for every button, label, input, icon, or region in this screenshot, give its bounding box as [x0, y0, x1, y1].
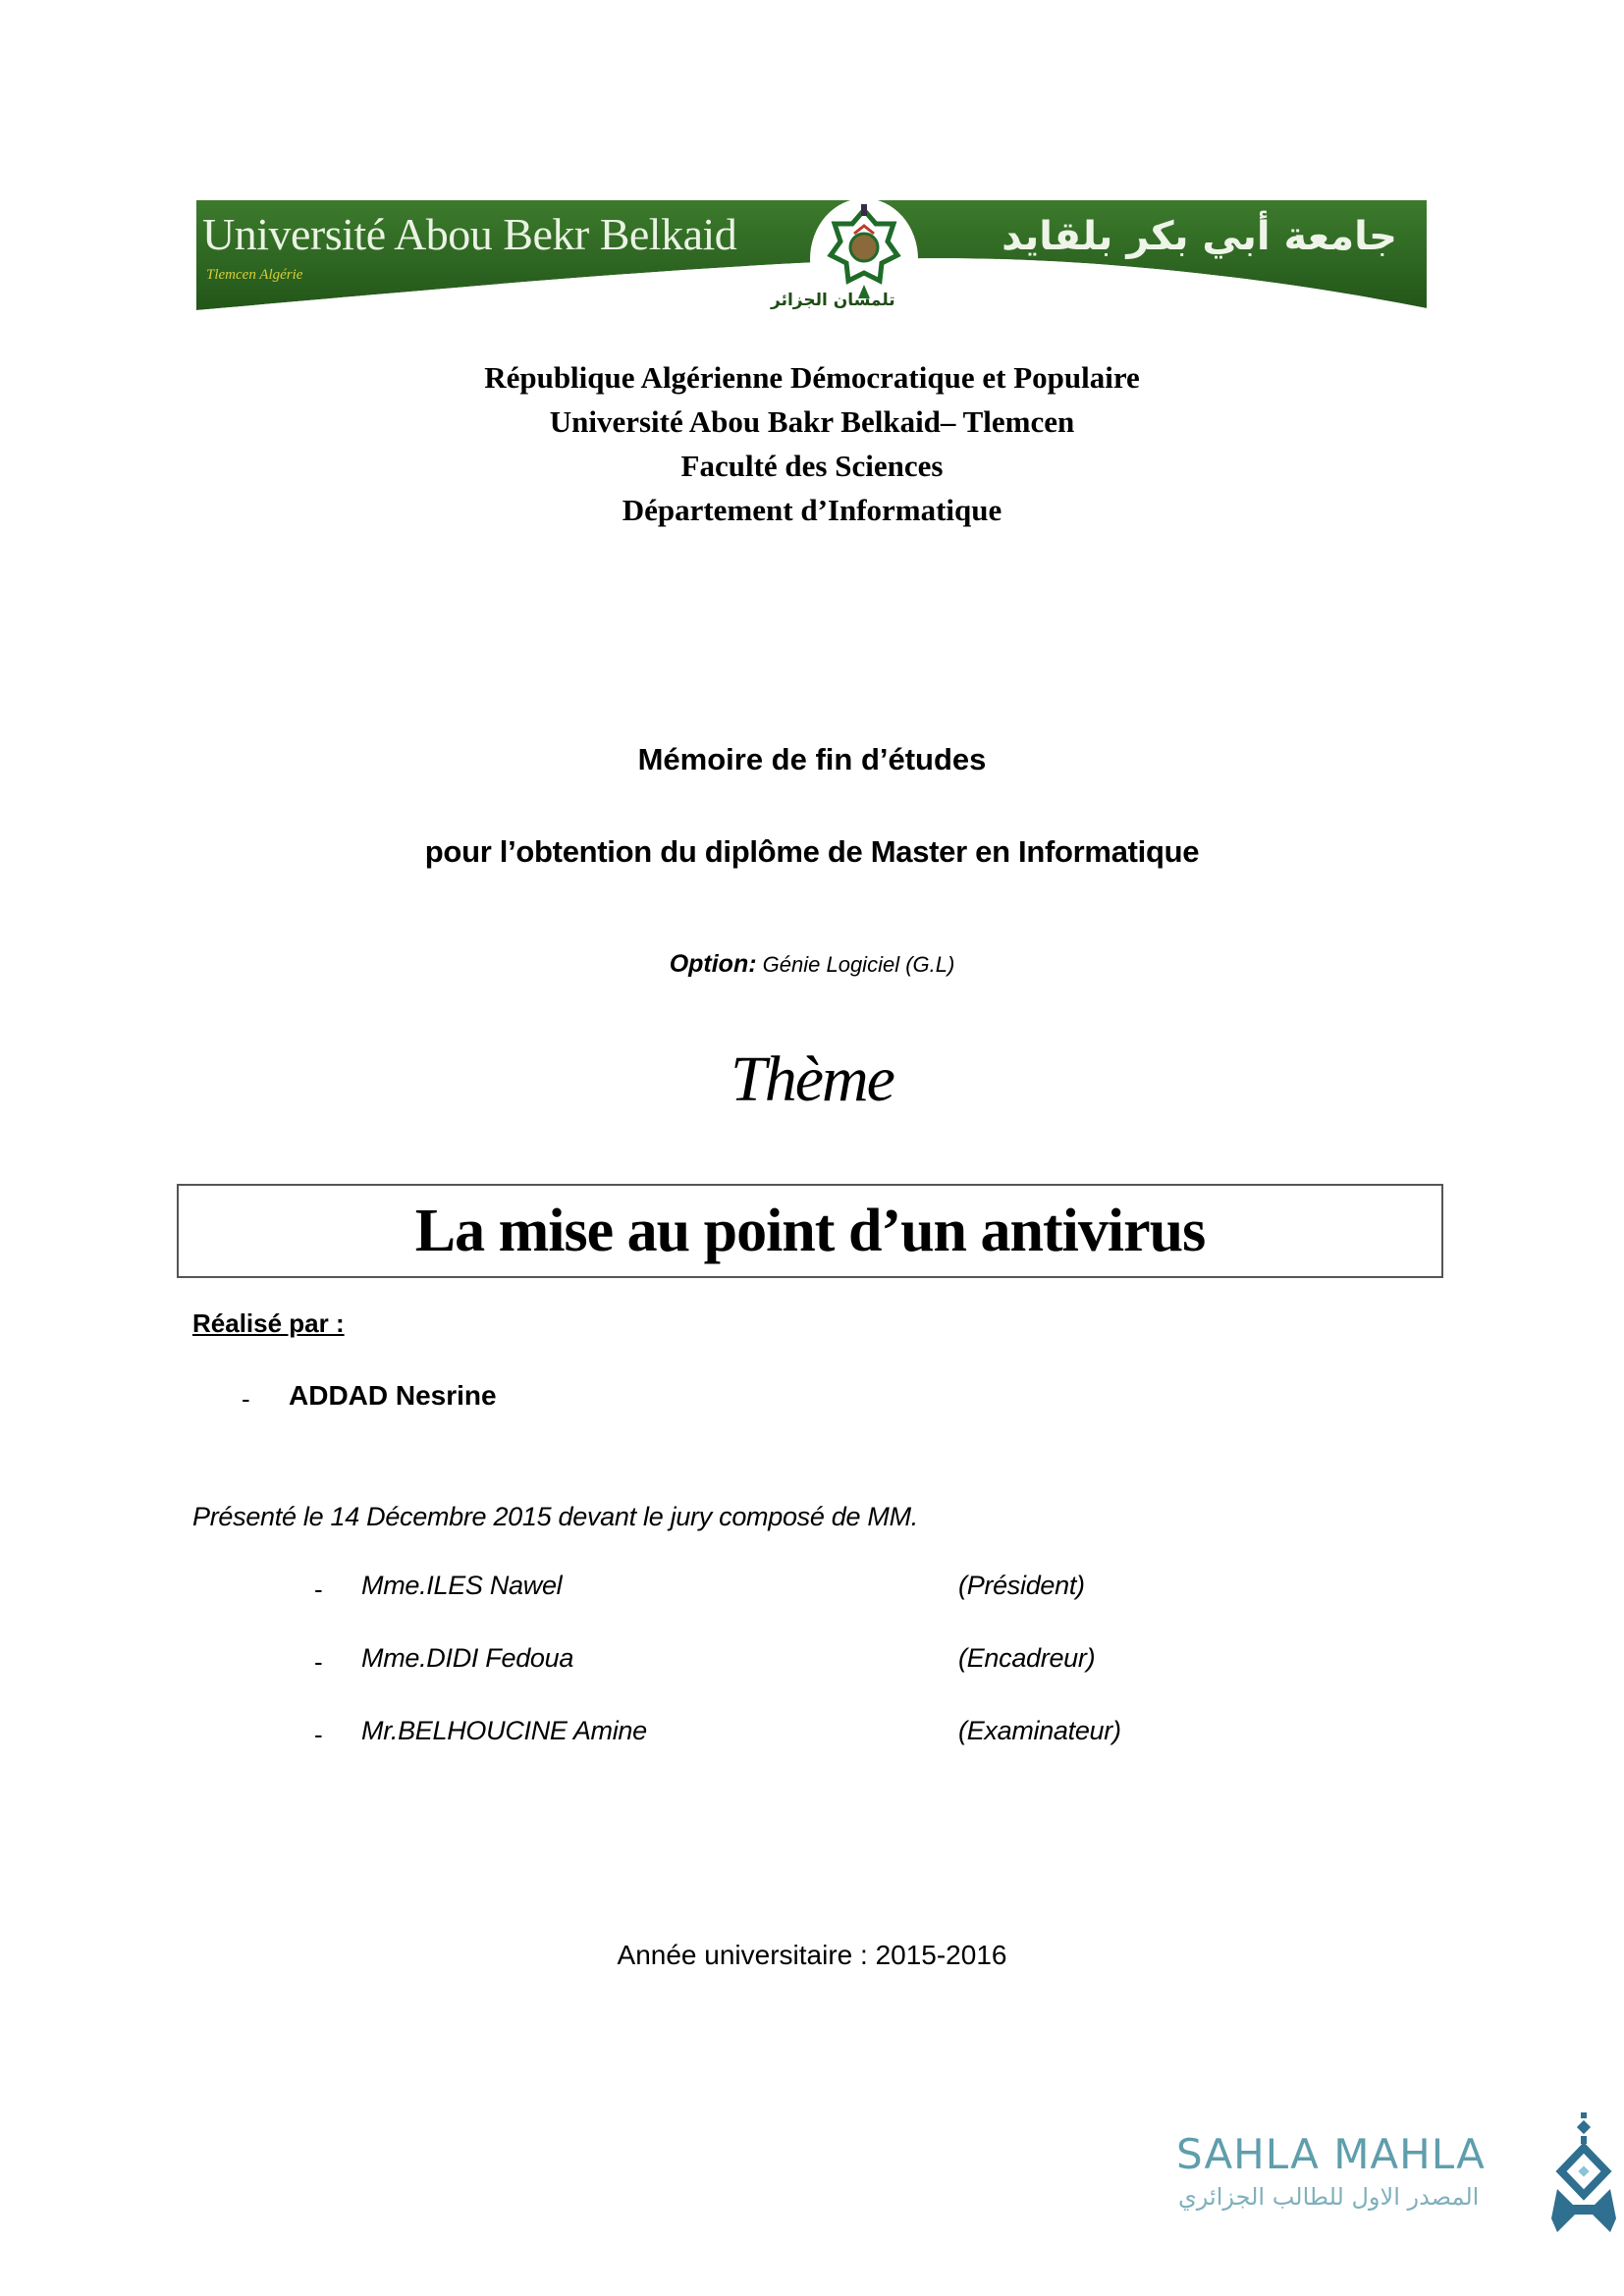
thesis-title-box	[177, 1184, 1443, 1278]
header-faculty: Faculté des Sciences	[680, 449, 944, 483]
university-banner	[196, 200, 1427, 318]
logo-tagline: المصدر الاول للطالب الجزائري	[1178, 2183, 1480, 2211]
header-department: Département d’Informatique	[622, 493, 1002, 527]
option-line	[0, 950, 1624, 979]
banner-city-ar: تلمسان الجزائر	[771, 291, 895, 310]
theme-label: Thème	[731, 1043, 893, 1115]
memoire-subtitle: pour l’obtention du diplôme de Master en Informatique	[424, 834, 1200, 869]
calligraphy-mark-icon	[1549, 2110, 1618, 2238]
option-value: Génie Logiciel (G.L)	[756, 952, 955, 977]
banner-university-name-ar: جامعة أبي بكر بلقايد	[1001, 214, 1397, 259]
jury-member-name: Mme.DIDI Fedoua	[361, 1643, 574, 1673]
authors-label: Réalisé par :	[192, 1308, 345, 1338]
jury-bullet: -	[314, 1720, 323, 1749]
jury-member-role: (Encadreur)	[958, 1643, 1096, 1673]
thesis-title: La mise au point d’un antivirus	[414, 1197, 1206, 1264]
jury-member-name: Mme.ILES Nawel	[361, 1571, 563, 1600]
jury-bullet: -	[314, 1575, 323, 1604]
logo-name: SAHLA MAHLA	[1176, 2130, 1486, 2178]
jury-bullet: -	[314, 1647, 323, 1677]
option-label: Option:	[669, 950, 757, 978]
jury-member-role: (Président)	[958, 1571, 1085, 1600]
author-bullet: -	[242, 1384, 250, 1414]
jury-member-name: Mr.BELHOUCINE Amine	[361, 1716, 647, 1745]
jury-member-role: (Examinateur)	[958, 1716, 1121, 1745]
university-emblem-icon	[825, 204, 903, 302]
memoire-title: Mémoire de fin d’études	[637, 742, 987, 776]
header-university: Université Abou Bakr Belkaid– Tlemcen	[549, 404, 1075, 439]
jury-intro: Présenté le 14 Décembre 2015 devant le jury composé de MM.	[192, 1502, 918, 1531]
header-republic: République Algérienne Démocratique et Populaire	[484, 360, 1140, 395]
academic-year: Année universitaire : 2015-2016	[617, 1940, 1007, 1970]
banner-university-name-fr: Université Abou Bekr Belkaid	[202, 209, 737, 259]
author-name: ADDAD Nesrine	[289, 1380, 497, 1411]
banner-city: Tlemcen Algérie	[206, 267, 303, 283]
sahla-mahla-logo	[1176, 2110, 1618, 2238]
